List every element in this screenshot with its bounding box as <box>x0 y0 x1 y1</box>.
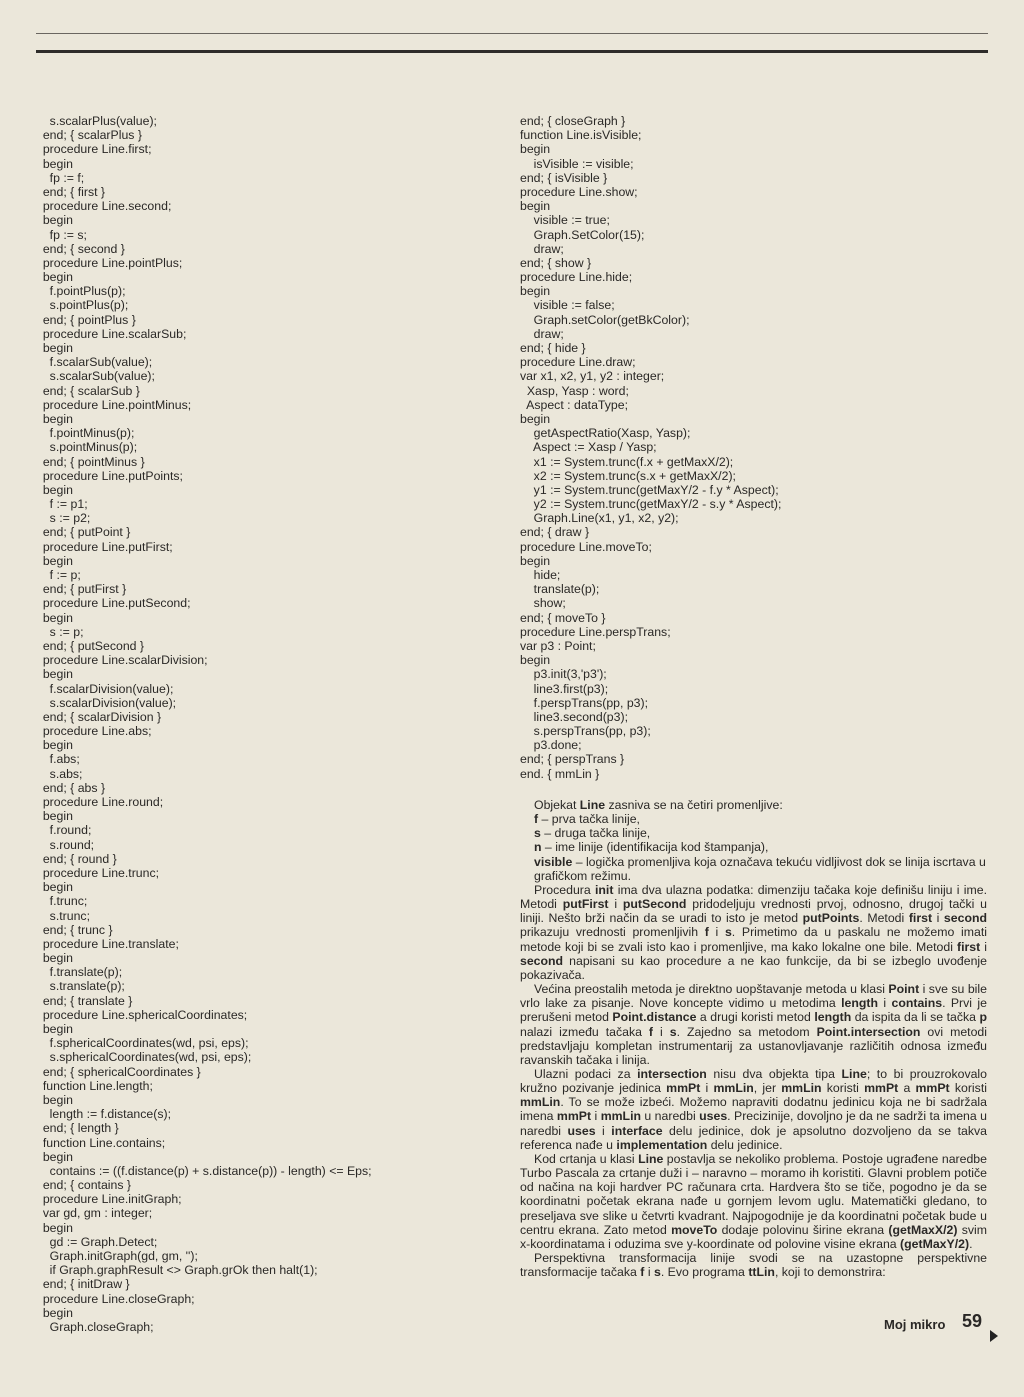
code-line: end; { second } <box>36 241 125 256</box>
code-line: s.perspTrans(pp, p3); <box>520 724 651 739</box>
code-line: end; { show } <box>520 255 592 270</box>
code-line: begin <box>36 1092 73 1107</box>
code-line: f.perspTrans(pp, p3); <box>520 695 649 710</box>
code-line: begin <box>520 553 551 568</box>
code-line: begin <box>36 880 73 895</box>
code-line: begin <box>36 1305 73 1320</box>
code-line: end; { isVisible } <box>520 170 608 185</box>
code-line: procedure Line.hide; <box>520 270 633 285</box>
code-line: procedure Line.scalarSub; <box>36 326 187 341</box>
code-line: end; { putFirst } <box>36 582 127 597</box>
code-line: begin <box>520 411 551 426</box>
code-line: p3.init(3,'p3'); <box>520 667 607 682</box>
paragraph-methods: Većina preostalih metoda je direktno uopštavanje metoda u klasi Point i sve su bile vrlo lake za pisanje. Nove koncepte vidimo u metodima length i contains. Prvi je prerušeni metod Point.distance a drugi koristi metod length da ispita da li se tačka p nalazi između tačaka f i s. Zajedno sa metodom Point.intersection ovi metodi predstavljaju kompletan instrumentarij za ustanovljavanje različitih odnosa između ravanskih tačaka i linija. <box>520 982 987 1067</box>
code-line: s := p2; <box>36 511 91 526</box>
code-line: s.scalarSub(value); <box>36 369 155 384</box>
variable-item: f – prva tačka linije, <box>534 812 640 827</box>
code-line: procedure Line.show; <box>520 184 638 199</box>
magazine-name: Moj mikro <box>884 1317 946 1332</box>
code-line: begin <box>36 1022 73 1036</box>
code-line: hide; <box>520 568 561 582</box>
code-line: line3.second(p3); <box>520 709 629 724</box>
code-line: begin <box>36 1220 73 1235</box>
code-line: function Line.contains; <box>36 1135 166 1150</box>
code-line: line3.first(p3); <box>520 681 609 696</box>
code-line: end; { draw } <box>520 525 590 540</box>
code-line: procedure Line.translate; <box>36 936 179 951</box>
code-line: getAspectRatio(Xasp, Yasp); <box>520 426 691 441</box>
code-line: begin <box>36 553 73 568</box>
code-line: y1 := System.trunc(getMaxY/2 - f.y * Aspect); <box>520 482 779 497</box>
code-line: end; { pointPlus } <box>36 312 136 327</box>
code-line: var p3 : Point; <box>520 638 596 653</box>
code-line: end; { hide } <box>520 341 586 355</box>
code-line: begin <box>36 809 73 824</box>
code-line: procedure Line.first; <box>36 142 152 157</box>
code-line: begin <box>36 270 73 285</box>
code-line: end; { closeGraph } <box>520 114 626 128</box>
code-line: s.pointMinus(p); <box>36 440 138 455</box>
code-line: begin <box>36 156 73 171</box>
variable-item: s – druga tačka linije, <box>534 826 651 841</box>
code-line: end; { contains } <box>36 1178 132 1193</box>
code-line: begin <box>36 213 73 228</box>
code-line: var gd, gm : integer; <box>36 1206 153 1221</box>
code-line: visible := false; <box>520 298 615 313</box>
article-body <box>520 798 987 1279</box>
code-line: length := f.distance(s); <box>36 1107 171 1122</box>
code-line: f := p; <box>36 568 81 582</box>
code-line: end; { first } <box>36 184 106 199</box>
code-line: f.pointPlus(p); <box>36 284 126 299</box>
page-number: 59 <box>962 1311 983 1331</box>
code-line: show; <box>520 596 566 611</box>
code-line: s.abs; <box>36 766 83 781</box>
code-line: begin <box>36 341 73 355</box>
intro-paragraph: Objekat Line zasniva se na četiri promenljive: <box>534 798 783 812</box>
code-line: isVisible := visible; <box>520 156 634 171</box>
code-line: end; { scalarPlus } <box>36 128 142 143</box>
code-line: procedure Line.scalarDivision; <box>36 653 208 668</box>
code-line: procedure Line.perspTrans; <box>520 624 671 639</box>
code-line: Graph.closeGraph; <box>36 1319 154 1334</box>
code-line: procedure Line.moveTo; <box>520 539 652 554</box>
code-line: end; { scalarSub } <box>36 383 140 398</box>
code-line: s.round; <box>36 837 95 852</box>
code-line: begin <box>520 284 551 299</box>
code-line: f.abs; <box>36 752 80 767</box>
variable-item: visible – logička promenljiva koja označava tekuću vidljivost dok se linija iscrtava u grafičkom režimu. <box>534 854 986 883</box>
top-rule-thin <box>36 33 988 34</box>
code-line: draw; <box>520 326 564 341</box>
code-line: Graph.initGraph(gd, gm, ''); <box>36 1249 198 1263</box>
code-line: f.round; <box>36 823 92 838</box>
code-line: draw; <box>520 241 564 256</box>
code-line: procedure Line.putFirst; <box>36 539 173 554</box>
code-line: end; { moveTo } <box>520 610 606 625</box>
code-line: var x1, x2, y1, y2 : integer; <box>520 369 665 384</box>
code-line: function Line.length; <box>36 1078 153 1093</box>
code-line: s.scalarDivision(value); <box>36 695 177 710</box>
code-line: translate(p); <box>520 582 600 597</box>
code-line: Xasp, Yasp : word; <box>520 383 629 398</box>
code-line: procedure Line.abs; <box>36 724 152 739</box>
code-line: procedure Line.closeGraph; <box>36 1291 195 1306</box>
code-line: f.scalarDivision(value); <box>36 681 174 696</box>
code-line: function Line.isVisible; <box>520 128 642 143</box>
code-line: end; { sphericalCoordinates } <box>36 1064 201 1079</box>
code-line: s.scalarPlus(value); <box>36 114 157 128</box>
code-line: procedure Line.trunc; <box>36 865 160 880</box>
code-line: f.trunc; <box>36 894 88 909</box>
code-line: begin <box>36 738 73 753</box>
code-line: procedure Line.pointPlus; <box>36 255 183 270</box>
paragraph-intersection: Ulazni podaci za intersection nisu dva objekta tipa Line; to bi prouzrokovalo kružno pozivanje jedinica mmPt i mmLin, jer mmLin koristi mmPt a mmPt koristi mmLin. To se može izbeći. Možemo napraviti dodatnu jedinicu koja ne bi sadržala imena mmPt i mmLin u naredbi uses. Precizinije, dovoljno je da ne sadrži ta imena u naredbi uses i interface delu jedinice, dok je apsolutno dozvoljeno da se takva referenca nađe u implementation delu jedinice. <box>520 1066 988 1152</box>
code-line: procedure Line.initGraph; <box>36 1192 182 1207</box>
code-line: f.sphericalCoordinates(wd, psi, eps); <box>36 1036 249 1051</box>
code-line: x1 := System.trunc(f.x + getMaxX/2); <box>520 454 734 469</box>
code-line: end; { round } <box>36 851 117 866</box>
code-line: begin <box>36 482 73 497</box>
code-line: end; { initDraw } <box>36 1277 130 1292</box>
paragraph-perspective: Perspektivna transformacija linije svodi se na uzastopne perspektivne transformacije tačaka f i s. Evo programa ttLin, koji to demonstrira: <box>520 1251 987 1280</box>
code-line: p3.done; <box>520 738 582 753</box>
code-line: begin <box>36 667 73 682</box>
code-line: procedure Line.draw; <box>520 355 636 370</box>
code-line: begin <box>36 1149 73 1164</box>
code-line: end; { abs } <box>36 780 106 795</box>
code-line: begin <box>520 142 551 157</box>
code-line: if Graph.graphResult <> Graph.grOk then halt(1); <box>36 1263 318 1278</box>
code-line: Aspect : dataType; <box>520 397 629 412</box>
code-line: Graph.Line(x1, y1, x2, y2); <box>520 511 679 526</box>
code-line: f := p1; <box>36 497 88 512</box>
code-line: begin <box>36 951 73 966</box>
code-line: s.trunc; <box>36 908 90 923</box>
code-line: end; { trunc } <box>36 922 113 937</box>
code-line: Graph.SetColor(15); <box>520 227 645 242</box>
code-line: y2 := System.trunc(getMaxY/2 - s.y * Aspect); <box>520 497 782 512</box>
code-line: gd := Graph.Detect; <box>36 1234 158 1249</box>
continue-arrow-icon <box>990 1330 998 1342</box>
code-line: procedure Line.round; <box>36 795 164 809</box>
code-line: end. { mmLin } <box>520 766 600 781</box>
code-line: Aspect := Xasp / Yasp; <box>520 440 657 455</box>
code-line: end; { translate } <box>36 993 133 1008</box>
code-line: s := p; <box>36 624 84 639</box>
code-line: f.pointMinus(p); <box>36 426 135 441</box>
code-line: procedure Line.putSecond; <box>36 596 191 611</box>
code-line: end; { pointMinus } <box>36 454 145 469</box>
code-line: begin <box>520 199 551 214</box>
code-line: procedure Line.sphericalCoordinates; <box>36 1007 248 1022</box>
code-line: begin <box>36 411 73 426</box>
code-line: visible := true; <box>520 213 610 228</box>
code-line: s.sphericalCoordinates(wd, psi, eps); <box>36 1050 252 1065</box>
code-line: begin <box>36 610 73 625</box>
variable-item: n – ime linije (identifikacija kod štampanja), <box>534 840 769 855</box>
top-rule-thick <box>36 50 988 53</box>
code-line: end; { length } <box>36 1121 119 1136</box>
code-line: s.translate(p); <box>36 979 125 994</box>
code-line: Graph.setColor(getBkColor); <box>520 312 690 327</box>
code-line: end; { putPoint } <box>36 525 131 540</box>
code-line: begin <box>520 653 551 668</box>
code-line: f.scalarSub(value); <box>36 355 153 370</box>
magazine-footer <box>884 1316 945 1334</box>
code-line: f.translate(p); <box>36 965 123 980</box>
paragraph-init: Procedura init ima dva ulazna podatka: dimenziju tačaka koje definišu liniju i ime. Metodi putFirst i putSecond pridodeljuju vrednosti prvoj, odnosno, drugoj tački u liniji. Nešto brži način da se uradi to isto je metod putPoints. Metodi first i second prikazuju vrednosti promenljivih f i s. Primetimo da u paskalu ne možemo imati metode koji bi se zvali isto kao i promenljive, ma kako lokalne one bile. Metodi first i second napisani su kao procedure a ne kao funkcije, da bi se izbeglo uvođenje pokazivača. <box>520 882 987 982</box>
code-listing-left <box>36 114 476 1334</box>
code-line: contains := ((f.distance(p) + s.distance(p)) - length) <= Eps; <box>36 1163 372 1178</box>
code-line: end; { perspTrans } <box>520 752 625 767</box>
code-line: end; { scalarDivision } <box>36 709 162 724</box>
code-line: fp := s; <box>36 227 87 242</box>
code-listing-right <box>520 114 990 781</box>
code-line: procedure Line.pointMinus; <box>36 397 192 412</box>
code-line: procedure Line.putPoints; <box>36 468 183 483</box>
paragraph-drawing: Kod crtanja u klasi Line postavlja se nekoliko problema. Postoje ugrađene naredbe Turbo Pascala za crtanje duži i – naravno – moramo ih koristiti. Glavni problem potiče od načina na koji hardver PC računara crta. Hardvera što se tiče, pogodno je da se koordinatni početak ekrana nađe u gornjem levom uglu. Matematički gledano, to preseljava sve slike u četvrti kvadrant. Najpogodnije je da koordinatni početak bude u centru ekrana. Zato metod moveTo dodaje polovinu širine ekrana (getMaxX/2) svim x-koordinatama i oduzima sve y-koordinate od polovine visine ekrana (getMaxY/2). <box>520 1151 987 1251</box>
code-line: x2 := System.trunc(s.x + getMaxX/2); <box>520 468 736 483</box>
code-line: fp := f; <box>36 170 85 185</box>
variable-list <box>520 812 987 883</box>
code-line: s.pointPlus(p); <box>36 298 129 313</box>
code-line: end; { putSecond } <box>36 638 145 653</box>
code-line: procedure Line.second; <box>36 199 172 214</box>
